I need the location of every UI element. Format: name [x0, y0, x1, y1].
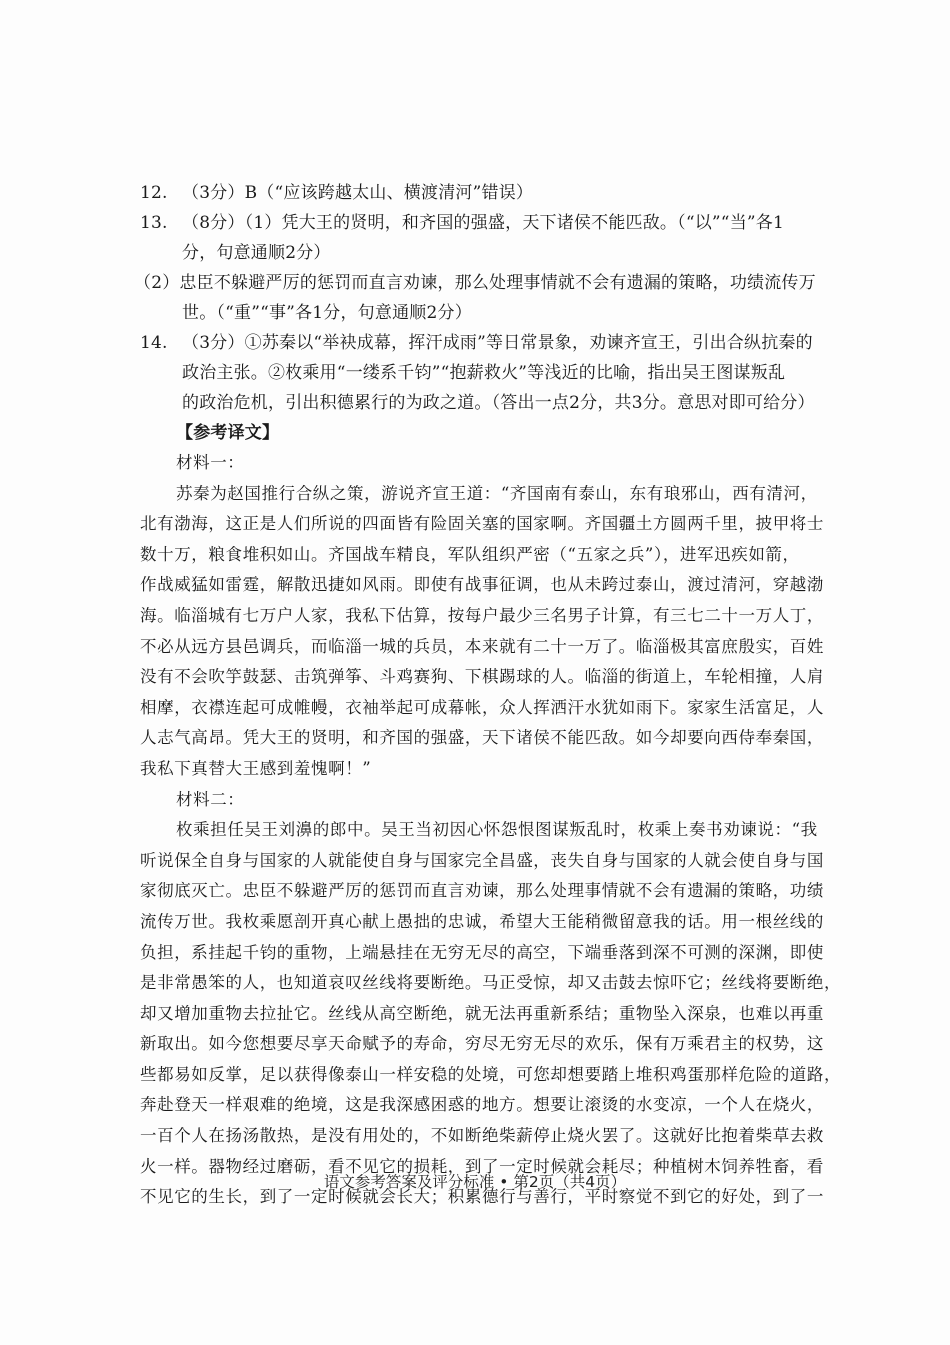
text-line: 家彻底灭亡。忠臣不躲避严厉的惩罚而直言劝谏，那么处理事情就不会有遗漏的策略，功绩	[140, 881, 824, 901]
text-line: 海。临淄城有七万户人家，我私下估算，按每户最少三名男子计算，有三七二十一万人丁，	[140, 605, 824, 625]
text-line: 相摩，衣襟连起可成帷幔，衣袖举起可成幕帐，众人挥洒汗水犹如雨下。家家生活富足，人	[140, 697, 824, 717]
answer-13	[140, 208, 820, 238]
text-line: 数十万，粮食堆积如山。齐国战车精良，军队组织严密（“五家之兵”），进军迅疾如箭，	[140, 544, 800, 564]
question-number: 14.	[140, 333, 168, 353]
text-line: 些都易如反掌，足以获得像泰山一样安稳的处境，可您却想要踏上堆积鸡蛋那样危险的道路，	[140, 1064, 842, 1084]
text-line: 奔赴登天一样艰难的绝境，这是我深感困惑的地方。想要让滚烫的水变凉，一个人在烧火，	[140, 1095, 824, 1115]
answer-text: （3分）①苏秦以“举袂成幕，挥汗成雨”等日常景象，劝谏齐宣王，引出合纵抗秦的	[182, 333, 813, 353]
text-line: 苏秦为赵国推行合纵之策，游说齐宣王道：“齐国南有泰山，东有琅邪山，西有清河，	[176, 483, 818, 503]
text-line: 没有不会吹竽鼓瑟、击筑弹筝、斗鸡赛狗、下棋踢球的人。临淄的街道上，车轮相撞，人肩	[140, 667, 824, 687]
answer-12	[140, 178, 820, 208]
material-2-paragraph	[140, 815, 842, 1213]
page-content	[134, 178, 842, 1213]
text-line: 听说保全自身与国家的人就能使自身与国家完全昌盛，丧失自身与国家的人就会使自身与国	[140, 850, 824, 870]
text-line: 流传万世。我枚乘愿剖开真心献上愚拙的忠诚，希望大王能稍微留意我的话。用一根丝线的	[140, 911, 824, 931]
question-number: 12.	[140, 183, 168, 203]
text-line: 火一样。器物经过磨砺，看不见它的损耗，到了一定时候就会耗尽；种植树木饲养牲畜，看	[140, 1156, 824, 1176]
material-2-label: 材料二：	[176, 789, 245, 809]
text-line: 却又增加重物去拉扯它。丝线从高空断绝，就无法再重新系结；重物坠入深泉，也难以再重	[140, 1003, 824, 1023]
question-number: 13.	[140, 213, 168, 233]
text-line: 是非常愚笨的人，也知道哀叹丝线将要断绝。马正受惊，却又击鼓去惊吓它；丝线将要断绝，	[140, 973, 842, 993]
answer-14-cont: 的政治危机，引出积德累行的为政之道。（答出一点2分，共3分。意思对即可给分）	[182, 393, 815, 413]
text-line: 北有渤海，这正是人们所说的四面皆有险固关塞的国家啊。齐国疆土方圆两千里，披甲将士	[140, 514, 824, 534]
page-footer: 语文参考答案及评分标准 • 第2页（共4页）	[323, 1173, 627, 1191]
answer-13-cont: 分，句意通顺2分）	[182, 243, 331, 263]
text-line: 人志气高昂。凭大王的贤明，和齐国的强盛，天下诸侯不能匹敌。如今却要向西侍奉秦国，	[140, 728, 824, 748]
answer-14	[140, 328, 820, 358]
text-line: 我私下真替大王感到羞愧啊！”	[140, 758, 372, 778]
answer-14-cont: 政治主张。②枚乘用“一缕系千钧”“抱薪救火”等浅近的比喻，指出吴王图谋叛乱	[182, 363, 786, 383]
translation-body	[140, 448, 842, 1213]
answer-text: （3分）B（“应该跨越太山、横渡清河”错误）	[182, 183, 534, 203]
text-line: 新取出。如今您想要尽享天命赋予的寿命，穷尽无穷无尽的欢乐，保有万乘君主的权势，这	[140, 1034, 824, 1054]
material-1-paragraph	[140, 479, 824, 785]
text-line: 不见它的生长，到了一定时候就会长大；积累德行与善行，平时察觉不到它的好处，到了一	[140, 1187, 824, 1207]
text-line: 枚乘担任吴王刘濞的郎中。吴王当初因心怀怨恨图谋叛乱时，枚乘上奏书劝谏说：“我	[176, 820, 818, 840]
material-1-label: 材料一：	[176, 453, 245, 472]
answer-13-part2-cont: 世。（“重”“事”各1分，句意通顺2分）	[182, 303, 472, 323]
text-line: 作战威猛如雷霆，解散迅捷如风雨。即使有战事征调，也从未跨过泰山，渡过清河，穿越渤	[140, 575, 824, 595]
text-line: 负担，系挂起千钧的重物，上端悬挂在无穷无尽的高空，下端垂落到深不可测的深渊，即使	[140, 942, 824, 962]
text-line: 不必从远方县邑调兵，而临淄一城的兵员，本来就有二十一万了。临淄极其富庶殷实，百姓	[140, 636, 824, 656]
translation-heading: 【参考译文】	[176, 423, 280, 443]
answer-text: （8分）（1）凭大王的贤明，和齐国的强盛，天下诸侯不能匹敌。（“以”“当”各1	[182, 213, 785, 233]
text-line: 一百个人在扬汤散热，是没有用处的，不如断绝柴薪停止烧火罢了。这就好比抱着柴草去救	[140, 1126, 824, 1146]
answer-13-part2: （2）忠臣不躲避严厉的惩罚而直言劝谏，那么处理事情就不会有遗漏的策略，功绩流传万	[134, 273, 816, 293]
